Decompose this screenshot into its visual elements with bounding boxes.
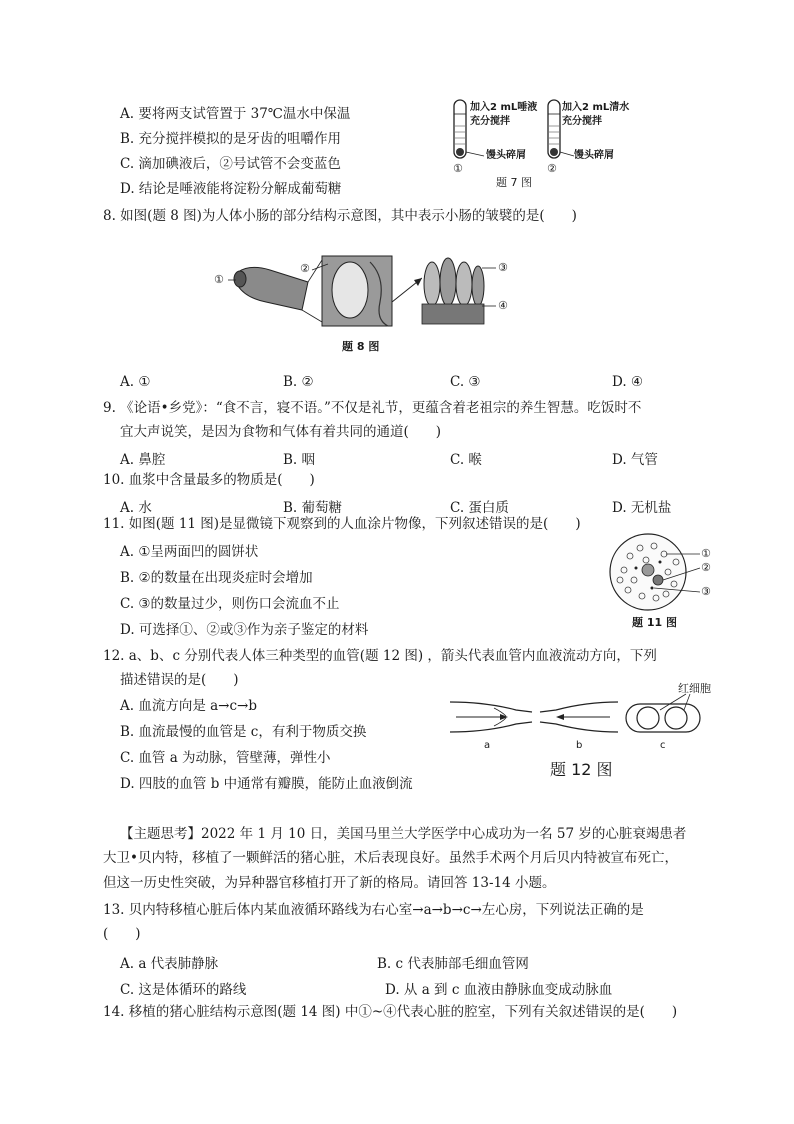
q13-stem: 13. 贝内特移植心脏后体内某血液循环路线为右心室→a→b→c→左心房，下列说法正确的是 [103,902,644,918]
q12-label-c: c [660,740,666,751]
q11-label-2: ② [701,561,711,574]
blood-smear-illustration [606,530,716,615]
q12-option-b: B. 血流最慢的血管是 c，有利于物质交换 [120,724,367,740]
q13-option-b: B. c 代表肺部毛细血管网 [377,956,529,972]
q11-option-b: B. ②的数量在出现炎症时会增加 [120,570,313,586]
q9-option-d: D. 气管 [612,452,658,468]
q8-stem: 8. 如图(题 8 图)为人体小肠的部分结构示意图，其中表示小肠的皱襞的是( ) [103,208,577,224]
q7-option-b: B. 充分搅拌模拟的是牙齿的咀嚼作用 [120,131,342,147]
tube2-number: ② [547,162,557,175]
q8-option-c: C. ③ [450,374,481,390]
q12-figure-caption: 题 12 图 [550,760,613,779]
q8-option-a: A. ① [120,374,151,390]
q9-option-a: A. 鼻腔 [120,452,166,468]
q10-option-d: D. 无机盐 [612,500,672,516]
q11-option-c: C. ③的数量过少，则伤口会流血不止 [120,596,340,612]
q9-option-b: B. 咽 [283,452,316,468]
q13-option-a: A. a 代表肺静脉 [120,956,219,972]
q12-stem-line1: 12. a、b、c 分别代表人体三种类型的血管(题 12 图) ，箭头代表血管内血液流动方向，下列 [103,648,657,664]
q14-stem: 14. 移植的猪心脏结构示意图(题 14 图) 中①~④代表心脏的腔室，下列有关叙述错误的是( ) [103,1004,678,1020]
q8-figure [210,242,530,357]
q8-label-1: ① [214,273,224,286]
q12-stem-line2: 描述错误的是( ) [120,672,239,688]
q8-label-2: ② [300,262,310,275]
tube1-label-1: 加入2 mL唾液 [470,102,538,113]
q11-option-a: A. ①呈两面凹的圆饼状 [120,544,259,560]
q8-option-b: B. ② [283,374,314,390]
q9-option-c: C. 喉 [450,452,482,468]
q11-label-1: ① [701,547,711,560]
q11-figure [606,530,716,630]
q7-option-d: D. 结论是唾液能将淀粉分解成葡萄糖 [120,181,342,197]
q9-stem-line1: 9. 《论语•乡党》：“食不言，寝不语。”不仅是礼节，更蕴含着老祖宗的养生智慧。吃饭时不 [103,400,642,416]
q13-paren: ( ) [103,926,141,942]
tube2-label-2: 充分搅拌 [562,116,602,127]
tube1-bottom-label: 馒头碎屑 [486,150,526,161]
q7-figure [448,96,638,196]
q12-red-cell-label: 红细胞 [678,682,711,695]
q8-label-3: ③ [498,261,508,274]
q12-option-c: C. 血管 a 为动脉，管壁薄，弹性小 [120,750,331,766]
q8-figure-caption: 题 8 图 [342,340,380,353]
q7-option-a: A. 要将两支试管置于 37℃温水中保温 [120,106,351,122]
q10-option-b: B. 葡萄糖 [283,500,343,516]
q11-option-d: D. 可选择①、②或③作为亲子鉴定的材料 [120,622,369,638]
q10-option-a: A. 水 [120,500,152,516]
tube2-bottom-label: 馒头碎屑 [574,150,614,161]
q8-label-4: ④ [498,299,508,312]
q12-option-d: D. 四肢的血管 b 中通常有瓣膜，能防止血液倒流 [120,776,413,792]
small-intestine-illustration [210,242,530,342]
q12-option-a: A. 血流方向是 a→c→b [120,698,257,714]
q8-option-d: D. ④ [612,374,644,390]
theme-line3: 但这一历史性突破，为异种器官移植打开了新的格局。请回答 13-14 小题。 [103,875,556,891]
tube2-label-1: 加入2 mL清水 [562,102,630,113]
theme-line1: 【主题思考】2022 年 1 月 10 日，美国马里兰大学医学中心成功为一名 57 岁的心脏衰竭患者 [120,826,687,842]
theme-line2: 大卫•贝内特，移植了一颗鲜活的猪心脏，术后表现良好。虽然手术两个月后贝内特被宣布死亡， [103,850,678,866]
q10-stem: 10. 血浆中含量最多的物质是( ) [103,472,315,488]
q7-option-c: C. 滴加碘液后，②号试管不会变蓝色 [120,156,341,172]
tube1-number: ① [453,162,463,175]
q11-stem: 11. 如图(题 11 图)是显微镜下观察到的人血涂片物像，下列叙述错误的是( ) [103,516,581,532]
q12-label-b: b [576,740,583,751]
q10-option-c: C. 蛋白质 [450,500,509,516]
tube1-label-2: 充分搅拌 [470,116,510,127]
q7-figure-caption: 题 7 图 [496,176,532,189]
q12-label-a: a [484,740,491,751]
q13-option-c: C. 这是体循环的路线 [120,982,247,998]
q9-stem-line2: 宜大声说笑，是因为食物和气体有着共同的通道( ) [120,424,442,440]
q11-figure-caption: 题 11 图 [632,616,677,629]
q12-figure [446,680,726,790]
q11-label-3: ③ [701,585,711,598]
q13-option-d: D. 从 a 到 c 血液由静脉血变成动脉血 [385,982,613,998]
